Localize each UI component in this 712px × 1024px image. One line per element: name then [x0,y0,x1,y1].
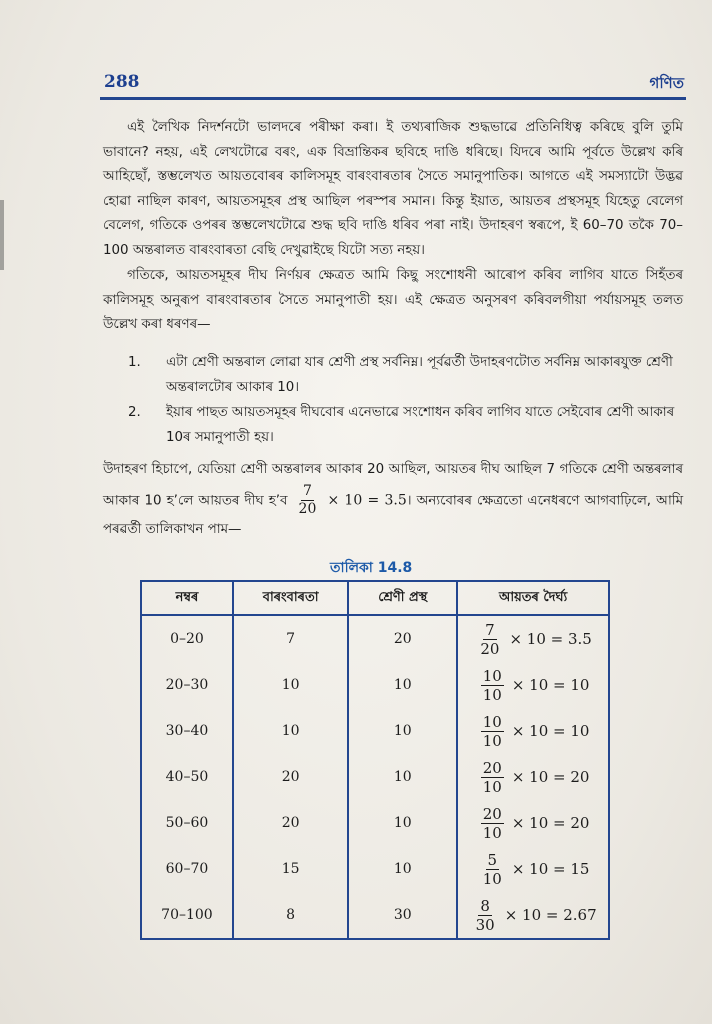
list-item-number: 2. [128,405,141,421]
cell-marks: 0–20 [141,615,233,662]
inline-fraction [297,483,319,518]
cell-class-width: 10 [348,846,457,892]
cell-length [457,708,609,754]
cell-length [457,846,609,892]
cell-frequency: 8 [233,892,348,939]
cell-marks: 20–30 [141,662,233,708]
header-rule [100,97,686,100]
cell-class-width: 10 [348,800,457,846]
table-header-row [141,581,609,615]
cell-frequency: 15 [233,846,348,892]
data-table [140,580,610,940]
paragraph-2: গতিকে, আয়তসমূহৰ দীঘ নিৰ্ণয়ৰ ক্ষেত্ৰত আমি কিছু সংশোধনী আৰোপ কৰিব লাগিব যাতে সিহঁতৰ কালিসমূহ অনুৰূপ বাৰংবাৰতাৰ সৈতে সমানুপাতী হয়। এই ক্ষেত্ৰত অনুসৰণ কৰিবলগীয়া পৰ্যায়সমূহ তলত উল্লেখ কৰা ধৰণৰ— [103,268,683,333]
cell-length [457,800,609,846]
cell-marks: 30–40 [141,708,233,754]
fraction-denominator: 10 [482,685,502,704]
paragraph-3-lead: উদাহৰণ হিচাপে, যেতিয়া শ্ৰেণী অন্তৰালৰ আকাৰ 20 আছিল, আয়তৰ দীঘ আছিল 7 গতিকে শ্ৰেণী অন্তৰলাৰ আকাৰ 10 হ’লে আয়তৰ দীঘ হ’ব [103,462,683,509]
binding-shadow [0,200,4,270]
length-calculation: × 10 = 3.5 [509,630,592,648]
steps-list [128,351,683,451]
table-row [141,892,609,939]
cell-length [457,754,609,800]
length-calculation: × 10 = 2.67 [504,906,597,924]
fraction-denominator: 20 [298,500,317,517]
length-calculation: × 10 = 10 [511,676,590,694]
length-calculation: × 10 = 10 [511,722,590,740]
fraction-numerator: 20 [482,758,502,777]
cell-marks: 70–100 [141,892,233,939]
cell-class-width: 10 [348,708,457,754]
cell-frequency: 10 [233,662,348,708]
cell-length [457,615,609,662]
running-head: গণিত [649,74,684,92]
cell-frequency: 20 [233,754,348,800]
list-item-text: ইয়াৰ পাছত আয়তসমূহৰ দীঘবোৰ এনেভাৱে সংশোধন কৰিব লাগিব যাতে সেইবোৰ শ্ৰেণী আকাৰ 10ৰ সমানুপাতী হয়। [166,405,675,445]
table-row [141,708,609,754]
fraction-numerator: 20 [482,804,502,823]
cell-frequency: 10 [233,708,348,754]
cell-class-width: 10 [348,662,457,708]
cell-marks: 50–60 [141,800,233,846]
cell-class-width: 20 [348,615,457,662]
list-item-text: এটা শ্ৰেণী অন্তৰাল লোৱা যাৰ শ্ৰেণী প্ৰস্থ সৰ্বনিম্ন। পূৰ্বৱৰ্তী উদাহৰণটোত সৰ্বনিম্ন আকাৰযুক্ত শ্ৰেণী অন্তৰালটোৰ আকাৰ 10। [166,355,673,395]
header-frequency: বাৰংবাৰতা [233,581,348,615]
page-number: 288 [104,72,140,92]
fraction-numerator: 7 [485,620,495,639]
cell-length [457,662,609,708]
fraction-denominator: 10 [482,731,502,750]
list-item [128,351,683,400]
paragraph-1: এই লৈখিক নিদৰ্শনটো ভালদৰে পৰীক্ষা কৰা। ই তথ্যৰাজিক শুদ্ধভাৱে প্ৰতিনিধিত্ব কৰিছে বুলি তুমি ভাবানে? নহয়, এই লেখটোৱে বৰং, এক বিভ্ৰান্তিকৰ ছবিহে দাঙি ধৰিছে। যিদৰে আমি পূৰ্বতে উল্লেখ কৰি আহিছোঁ, স্তম্ভলেখত আয়তবোৰৰ কালিসমূহ বাৰংবাৰতাৰ সৈতে সমানুপাতিক। আগতে এই সমস্যাটো উদ্ভৱ হোৱা নাছিল কাৰণ, আয়তসমূহৰ প্ৰস্থ আছিল পৰস্পৰ সমান। কিন্তু ইয়াত, আয়তৰ প্ৰস্থসমূহ যিহেতু বেলেগ বেলেগ, গতিকে ওপৰৰ স্তম্ভলেখটোৱে শুদ্ধ ছবি দাঙি ধৰিব পৰা নাই। উদাহৰণ স্বৰূপে, ই 60–70 তকৈ 70–100 অন্তৰালত বাৰংবাৰতা বেছি দেখুৱাইছে যিটো সত্য নহয়। [103,120,683,258]
fraction-denominator: 10 [482,777,502,796]
fraction-denominator: 10 [482,869,502,888]
cell-class-width: 10 [348,754,457,800]
header-rectangle-length: আয়তৰ দৈৰ্ঘ্য [457,581,609,615]
table-row [141,754,609,800]
paragraph-3 [103,458,683,542]
cell-frequency: 7 [233,615,348,662]
cell-marks: 60–70 [141,846,233,892]
list-item [128,401,683,450]
cell-class-width: 30 [348,892,457,939]
header-marks: নম্বৰ [141,581,233,615]
length-calculation: × 10 = 20 [511,814,590,832]
fraction-denominator: 30 [475,915,495,934]
table-row [141,615,609,662]
length-calculation: × 10 = 20 [511,768,590,786]
inline-math: × 10 = 3.5 [327,492,407,509]
cell-length [457,892,609,939]
cell-frequency: 20 [233,800,348,846]
fraction-denominator: 20 [480,639,500,658]
paragraph-3-tail: । অন্যবোৰৰ ক্ষেত্ৰতো এনেধৰণে আগবাঢ়িলে, আমি পৰৱৰ্তী তালিকাখন পাম— [103,493,684,537]
fraction-numerator: 7 [302,482,312,499]
fraction-numerator: 10 [482,666,502,685]
table-row [141,662,609,708]
list-item-number: 1. [128,355,141,370]
table-row [141,846,609,892]
fraction-numerator: 8 [480,896,490,915]
fraction-denominator: 10 [482,823,502,842]
fraction-numerator: 10 [482,712,502,731]
length-calculation: × 10 = 15 [511,860,590,878]
header-class-width: শ্ৰেণী প্ৰস্থ [348,581,457,615]
fraction-numerator: 5 [487,850,498,869]
table-caption: তালিকা 14.8 [330,560,413,576]
table-row [141,800,609,846]
cell-marks: 40–50 [141,754,233,800]
